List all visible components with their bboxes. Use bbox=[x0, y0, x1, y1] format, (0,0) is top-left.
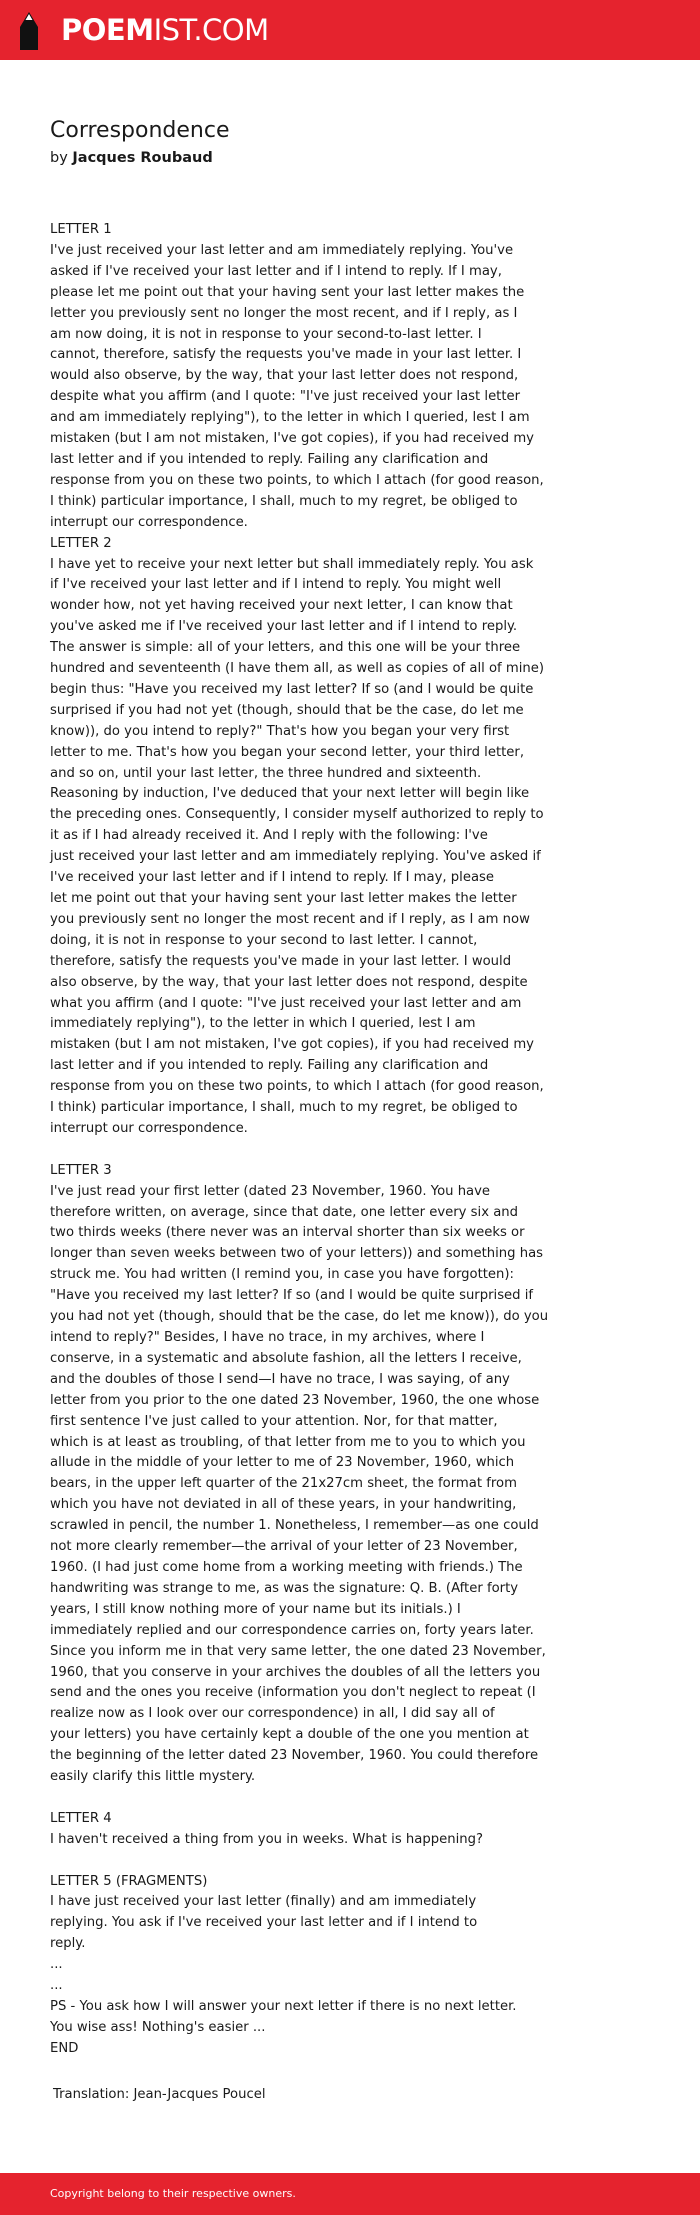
poem-line: wonder how, not yet having received your next letter, I can know that bbox=[50, 598, 513, 614]
poem-line: PS - You ask how I will answer your next letter if there is no next letter. bbox=[50, 1998, 517, 2014]
poem-line: I've just received your last letter and am immediately replying. You've bbox=[50, 242, 514, 258]
poem-line: what you affirm (and I quote: "I've just received your last letter and am bbox=[50, 995, 522, 1011]
poem-line: not more clearly remember—the arrival of your letter of 23 November, bbox=[50, 1539, 518, 1555]
poem-line: 1960. (I had just come home from a working meeting with friends.) The bbox=[50, 1559, 523, 1575]
poem-line: You wise ass! Nothing's easier ... bbox=[50, 2019, 266, 2035]
poem-line: which is at least as troubling, of that letter from me to you to which you bbox=[50, 1434, 526, 1450]
poem-line: cannot, therefore, satisfy the requests you've made in your last letter. I bbox=[50, 347, 522, 363]
poem-line: the beginning of the letter dated 23 November, 1960. You could therefore bbox=[50, 1748, 539, 1764]
poem-line bbox=[50, 1851, 570, 1872]
poem-line: years, I still know nothing more of your name but its initials.) I bbox=[50, 1601, 461, 1617]
poem-line: ... bbox=[50, 1978, 63, 1994]
poem-line: longer than seven weeks between two of your letters)) and something has bbox=[50, 1246, 544, 1262]
site-header bbox=[0, 0, 700, 60]
poem-line: reply. bbox=[50, 1936, 86, 1952]
logo-bold-text: POEM bbox=[61, 13, 154, 47]
pencil-icon[interactable] bbox=[17, 12, 41, 50]
poem-line: Reasoning by induction, I've deduced that your next letter will begin like bbox=[50, 786, 530, 802]
poem-line: and am immediately replying"), to the letter in which I queried, lest I am bbox=[50, 410, 530, 426]
poem-line: response from you on these two points, to which I attach (for good reason, bbox=[50, 1079, 544, 1095]
poem-line: conserve, in a systematic and absolute fashion, all the letters I receive, bbox=[50, 1350, 522, 1366]
poem-line: therefore written, on average, since that date, one letter every six and bbox=[50, 1204, 519, 1220]
poem-line: surprised if you had not yet (though, should that be the case, do let me bbox=[50, 702, 524, 718]
poem-line: LETTER 3 bbox=[50, 1162, 112, 1178]
poem-line: I have yet to receive your next letter but shall immediately reply. You ask bbox=[50, 556, 534, 572]
poem-line: letter to me. That's how you began your second letter, your third letter, bbox=[50, 744, 525, 760]
poem-line: know)), do you intend to reply?" That's how you began your very first bbox=[50, 723, 510, 739]
poem-line: LETTER 1 bbox=[50, 222, 112, 237]
poem-line: realize now as I look over our correspondence) in all, I did say all of bbox=[50, 1706, 495, 1722]
poem-line: let me point out that your having sent your last letter makes the letter bbox=[50, 891, 517, 906]
poem-line: I haven't received a thing from you in weeks. What is happening? bbox=[50, 1831, 483, 1847]
poem-line bbox=[50, 1140, 570, 1161]
poem-line: interrupt our correspondence. bbox=[50, 1120, 248, 1136]
poem-line: mistaken (but I am not mistaken, I've got copies), if you had received my bbox=[50, 431, 534, 447]
poem-line: it as if I had already received it. And I reply with the following: I've bbox=[50, 828, 488, 844]
poem-line: I've received your last letter and if I intend to reply. If I may, please bbox=[50, 870, 495, 886]
site-footer bbox=[0, 2173, 700, 2215]
poem-line: struck me. You had written (I remind you, in case you have forgotten): bbox=[50, 1267, 514, 1283]
poem-line: 1960, that you conserve in your archives the doubles of all the letters you bbox=[50, 1664, 541, 1680]
poem-line: "Have you received my last letter? If so (and I would be quite surprised if bbox=[50, 1288, 534, 1304]
poem-line: ... bbox=[50, 1957, 63, 1973]
poem-line: LETTER 4 bbox=[50, 1810, 112, 1826]
poem-line: I have just received your last letter (finally) and am immediately bbox=[50, 1894, 477, 1910]
poem-line: doing, it is not in response to your second to last letter. I cannot, bbox=[50, 932, 478, 948]
poem-line: begin thus: "Have you received my last letter? If so (and I would be quite bbox=[50, 681, 534, 697]
poem-line: bears, in the upper left quarter of the 21x27cm sheet, the format from bbox=[50, 1476, 517, 1492]
poem-line: the preceding ones. Consequently, I consider myself authorized to reply to bbox=[50, 807, 544, 823]
poem-line: letter you previously sent no longer the most recent, and if I reply, as I bbox=[50, 305, 518, 321]
poem-line: scrawled in pencil, the number 1. Nonetheless, I remember—as one could bbox=[50, 1518, 539, 1534]
poem-line: intend to reply?" Besides, I have no trace, in my archives, where I bbox=[50, 1330, 485, 1346]
poem-line: last letter and if you intended to reply. Failing any clarification and bbox=[50, 451, 489, 467]
poem-line: two thirds weeks (there never was an interval shorter than six weeks or bbox=[50, 1225, 525, 1241]
poem-line: asked if I've received your last letter and if I intend to reply. If I may, bbox=[50, 263, 502, 279]
poem-line: despite what you affirm (and I quote: "I've just received your last letter bbox=[50, 389, 521, 405]
poem-line: I think) particular importance, I shall, much to my regret, be obliged to bbox=[50, 493, 518, 509]
poem-line: response from you on these two points, to which I attach (for good reason, bbox=[50, 472, 544, 488]
poem-line: and the doubles of those I send—I have no trace, I was saying, of any bbox=[50, 1371, 510, 1387]
poem-line: please let me point out that your having sent your last letter makes the bbox=[50, 284, 525, 300]
poem-line: you've asked me if I've received your last letter and if I intend to reply. bbox=[50, 619, 518, 635]
poem-line: would also observe, by the way, that your last letter does not respond, bbox=[50, 368, 519, 384]
site-logo[interactable] bbox=[61, 13, 269, 47]
poem-body bbox=[50, 220, 570, 2060]
poem-line: hundred and seventeenth (I have them all, as well as copies of all of mine) bbox=[50, 661, 545, 677]
poem-line: also observe, by the way, that your last letter does not respond, despite bbox=[50, 974, 528, 990]
poem-line: letter from you prior to the one dated 23 November, 1960, the one whose bbox=[50, 1392, 540, 1408]
poem-line: am now doing, it is not in response to your second-to-last letter. I bbox=[50, 326, 482, 342]
poem-line: LETTER 2 bbox=[50, 535, 112, 551]
translation-credit: Translation: Jean-Jacques Poucel bbox=[53, 2087, 266, 2102]
poem-line: last letter and if you intended to reply. Failing any clarification and bbox=[50, 1058, 489, 1074]
poem-line: LETTER 5 (FRAGMENTS) bbox=[50, 1873, 208, 1889]
poem-line: Since you inform me in that very same letter, the one dated 23 November, bbox=[50, 1643, 546, 1659]
poem-line: therefore, satisfy the requests you've made in your last letter. I would bbox=[50, 953, 512, 969]
poem-line: you previously sent no longer the most recent and if I reply, as I am now bbox=[50, 911, 530, 927]
poem-line bbox=[50, 1788, 570, 1809]
poem-line: and so on, until your last letter, the three hundred and sixteenth. bbox=[50, 765, 482, 781]
poem-line: The answer is simple: all of your letters, and this one will be your three bbox=[50, 640, 521, 656]
by-label: by bbox=[50, 150, 73, 166]
poem-line: mistaken (but I am not mistaken, I've got copies), if you had received my bbox=[50, 1037, 534, 1053]
poem-line: your letters) you have certainly kept a double of the one you mention at bbox=[50, 1727, 529, 1743]
poem-line: send and the ones you receive (information you don't neglect to repeat (I bbox=[50, 1685, 536, 1701]
poem-line: replying. You ask if I've received your last letter and if I intend to bbox=[50, 1915, 478, 1931]
poem-line: interrupt our correspondence. bbox=[50, 514, 248, 530]
poem-line: handwriting was strange to me, as was the signature: Q. B. (After forty bbox=[50, 1580, 519, 1596]
poem-line: I've just read your first letter (dated 23 November, 1960. You have bbox=[50, 1183, 491, 1199]
logo-light-text: IST.COM bbox=[153, 13, 269, 47]
poem-line: allude in the middle of your letter to me of 23 November, 1960, which bbox=[50, 1455, 515, 1471]
poem-title: Correspondence bbox=[50, 118, 230, 143]
author-name[interactable]: Jacques Roubaud bbox=[72, 150, 213, 166]
poem-line: just received your last letter and am immediately replying. You've asked if bbox=[50, 849, 541, 865]
poem-line: immediately replying"), to the letter in which I queried, lest I am bbox=[50, 1016, 476, 1032]
poem-line: first sentence I've just called to your attention. Nor, for that matter, bbox=[50, 1413, 498, 1429]
poem-line: easily clarify this little mystery. bbox=[50, 1769, 256, 1785]
poem-line: END bbox=[50, 2040, 79, 2056]
poem-line: you had not yet (though, should that be the case, do let me know)), do you bbox=[50, 1309, 549, 1325]
poem-line: I think) particular importance, I shall, much to my regret, be obliged to bbox=[50, 1100, 518, 1116]
poem-line: immediately replied and our correspondence carries on, forty years later. bbox=[50, 1622, 534, 1638]
poem-line: if I've received your last letter and if I intend to reply. You might well bbox=[50, 577, 502, 593]
poem-line: which you have not deviated in all of these years, in your handwriting, bbox=[50, 1497, 517, 1513]
byline bbox=[50, 148, 213, 168]
copyright-text: Copyright belong to their respective owners. bbox=[50, 2187, 296, 2200]
